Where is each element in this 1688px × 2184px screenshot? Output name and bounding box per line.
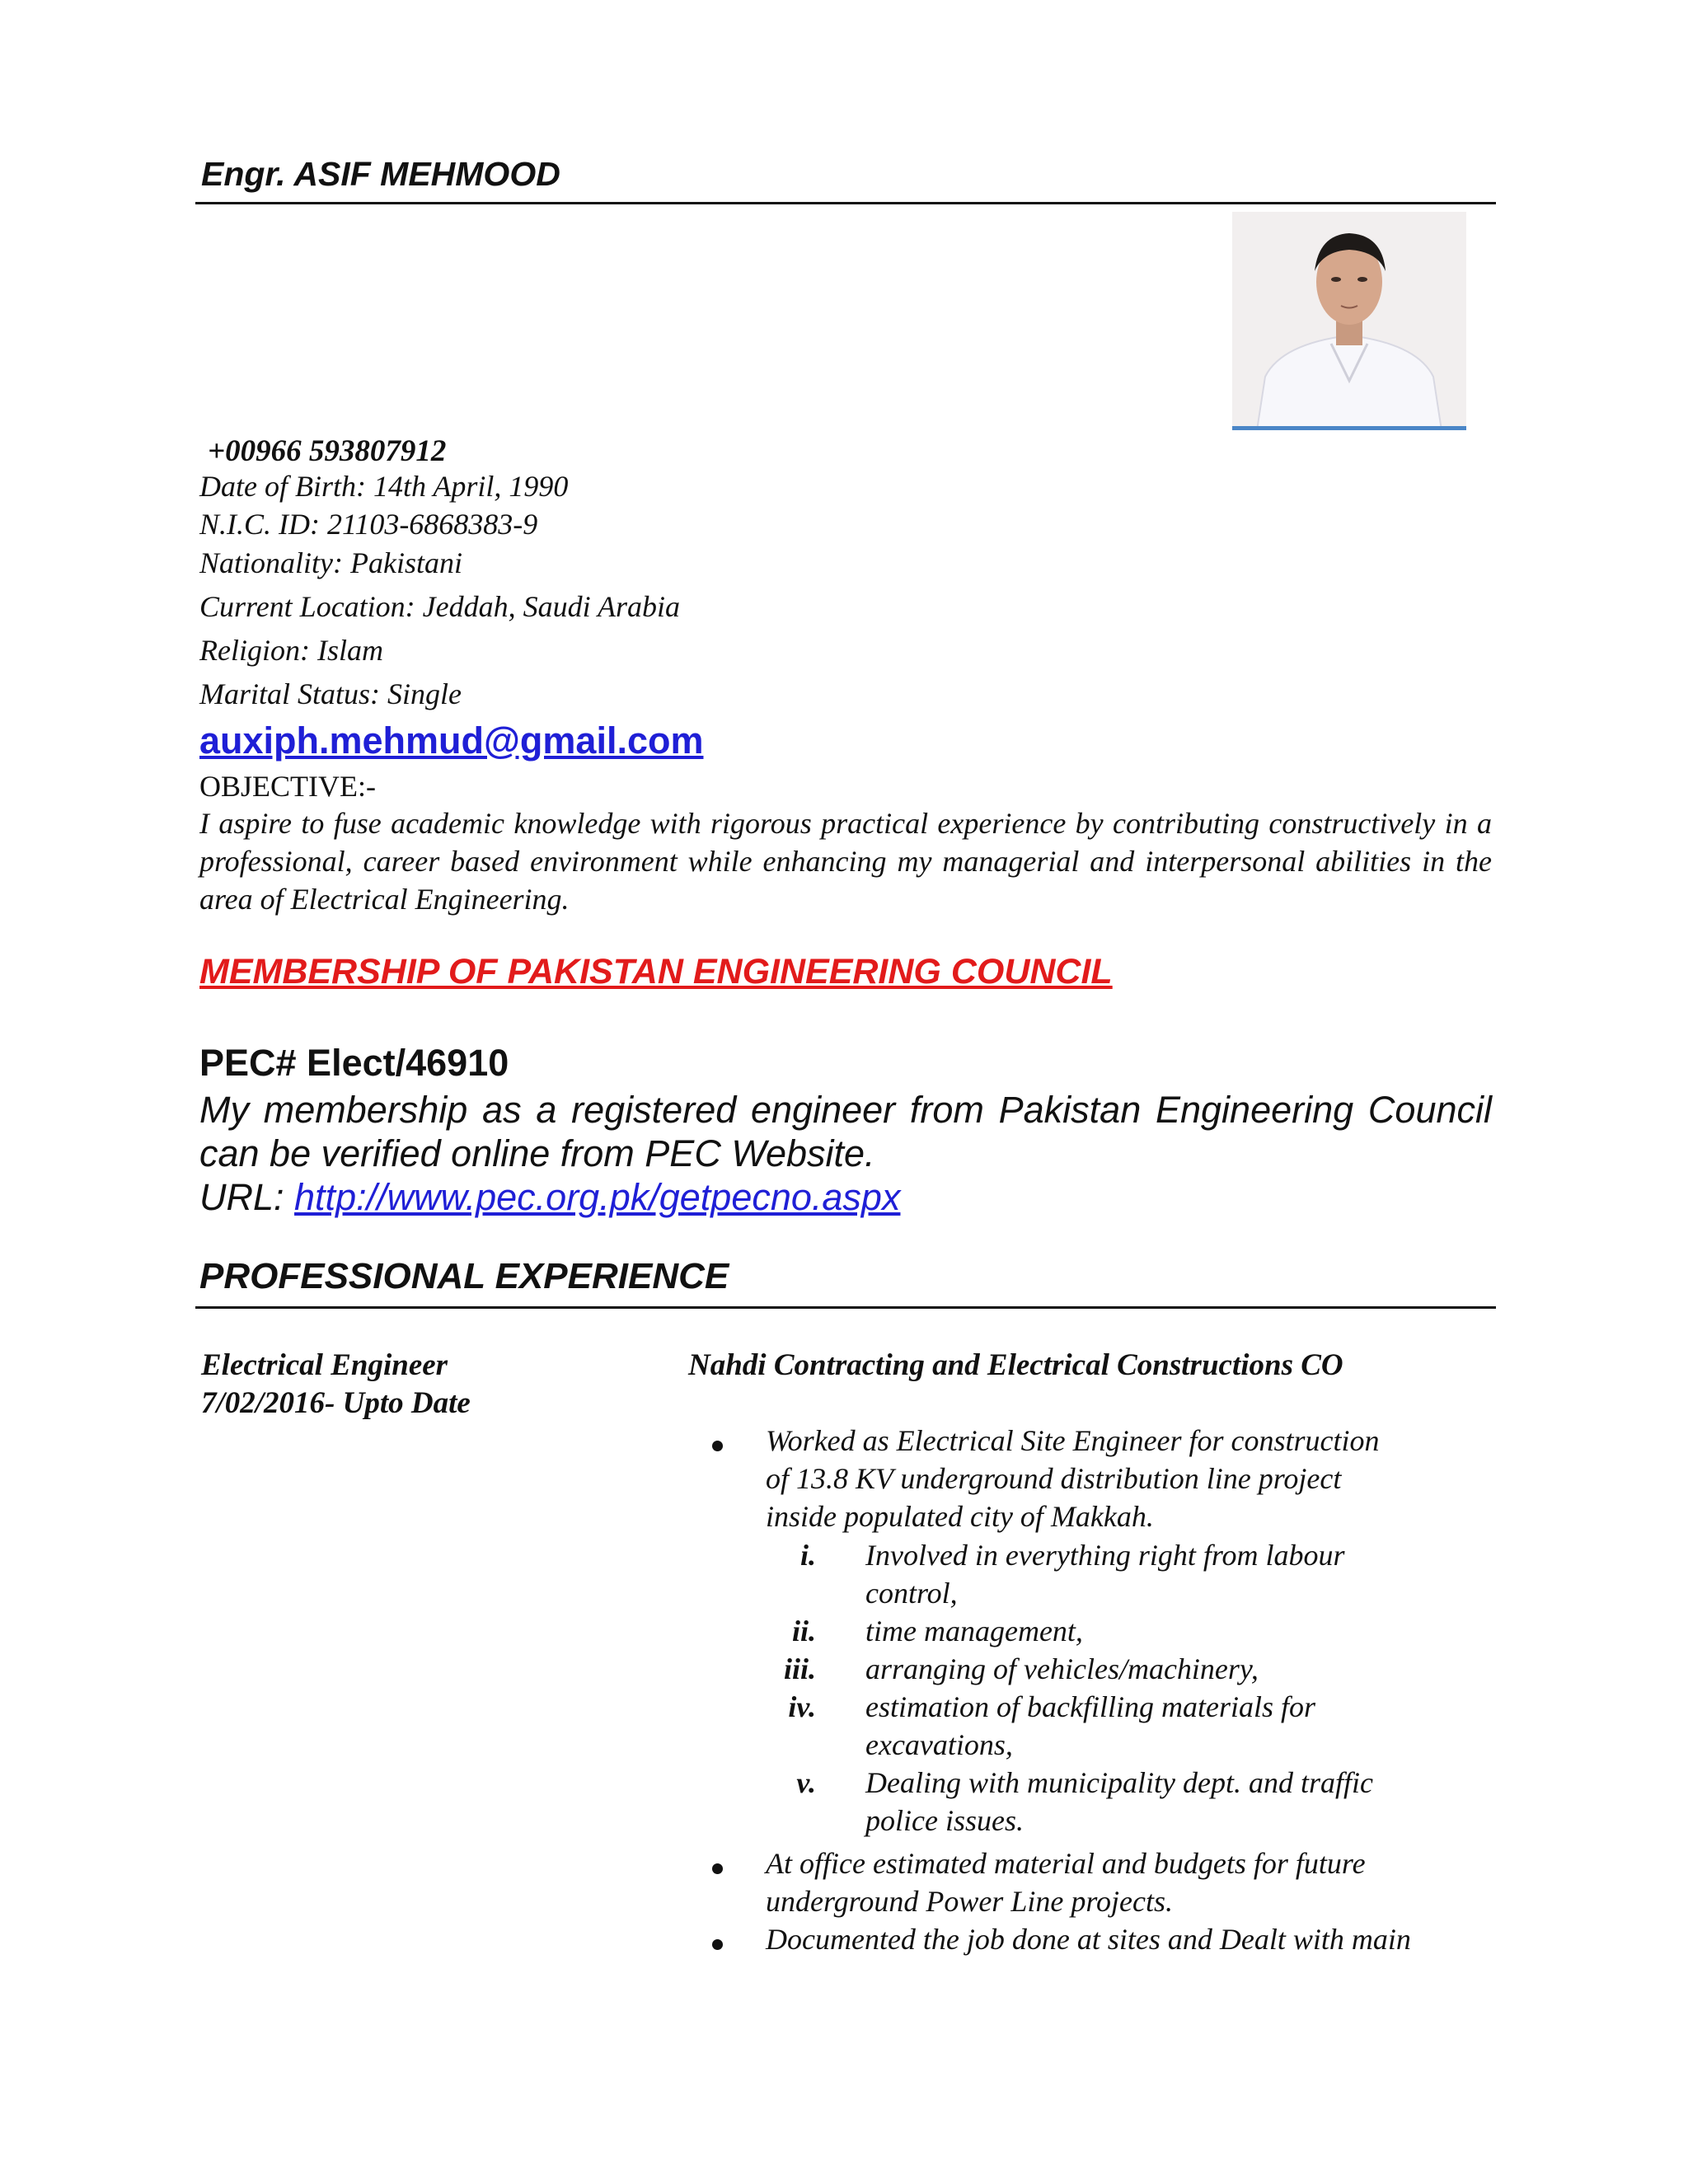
marital-status: Marital Status: Single xyxy=(199,677,462,710)
list-numeral: iv. xyxy=(788,1690,816,1723)
nationality: Nationality: Pakistani xyxy=(199,546,462,579)
job-dates: 7/02/2016- Upto Date xyxy=(201,1386,471,1420)
current-location: Current Location: Jeddah, Saudi Arabia xyxy=(199,590,680,623)
nic-id: N.I.C. ID: 21103-6868383-9 xyxy=(199,508,538,541)
bullet-icon xyxy=(712,1939,723,1950)
list-item: arranging of vehicles/machinery, xyxy=(865,1652,1259,1685)
bullet-line: Worked as Electrical Site Engineer for construction xyxy=(766,1424,1380,1457)
bullet-line: of 13.8 KV underground distribution line project xyxy=(766,1462,1342,1495)
list-item: Dealing with municipality dept. and traffic xyxy=(865,1766,1373,1799)
candidate-name: Engr. ASIF MEHMOOD xyxy=(201,155,560,193)
list-numeral: i. xyxy=(799,1539,816,1572)
list-item: excavations, xyxy=(865,1728,1013,1761)
bullet-line: underground Power Line projects. xyxy=(766,1885,1173,1918)
header-divider xyxy=(195,202,1496,204)
pec-url-link[interactable]: http://www.pec.org.pk/getpecno.aspx xyxy=(294,1176,901,1218)
list-item: police issues. xyxy=(865,1804,1024,1837)
list-numeral: v. xyxy=(796,1766,816,1799)
list-numeral: ii. xyxy=(791,1615,816,1647)
date-of-birth: Date of Birth: 14th April, 1990 xyxy=(199,470,569,503)
pec-description: My membership as a registered engineer from Pakistan Engineering Council can be verified online from PEC Website. xyxy=(199,1089,1492,1174)
list-numeral: iii. xyxy=(783,1652,816,1685)
job-title: Electrical Engineer xyxy=(201,1348,448,1382)
bullet-line: At office estimated material and budgets for future xyxy=(766,1847,1366,1880)
experience-heading: PROFESSIONAL EXPERIENCE xyxy=(199,1256,729,1296)
list-item: estimation of backfilling materials for xyxy=(865,1690,1315,1723)
experience-divider xyxy=(195,1306,1496,1309)
company-name: Nahdi Contracting and Electrical Constructions CO xyxy=(688,1348,1343,1382)
pec-url-line xyxy=(199,1176,900,1219)
list-item: time management, xyxy=(865,1615,1083,1647)
bullet-icon xyxy=(712,1441,723,1451)
profile-photo xyxy=(1232,212,1466,430)
membership-heading: MEMBERSHIP OF PAKISTAN ENGINEERING COUNCIL xyxy=(199,952,1113,991)
objective-text: I aspire to fuse academic knowledge with rigorous practical experience by contributing constructively in a professional, career based environment while enhancing my managerial and interpersonal abilities in the area of Electrical Engineering. xyxy=(199,807,1492,916)
bullet-line: inside populated city of Makkah. xyxy=(766,1500,1154,1533)
list-item: Involved in everything right from labour xyxy=(865,1539,1345,1572)
pec-number: PEC# Elect/46910 xyxy=(199,1042,509,1084)
religion: Religion: Islam xyxy=(199,634,383,667)
objective-heading: OBJECTIVE:- xyxy=(199,770,376,803)
bullet-line: Documented the job done at sites and Dealt with main xyxy=(766,1923,1411,1956)
pec-url-label: URL: xyxy=(199,1176,295,1218)
phone-number: +00966 593807912 xyxy=(208,434,447,468)
bullet-icon xyxy=(712,1863,723,1874)
list-item: control, xyxy=(865,1577,958,1610)
email-link[interactable]: auxiph.mehmud@gmail.com xyxy=(199,719,704,762)
